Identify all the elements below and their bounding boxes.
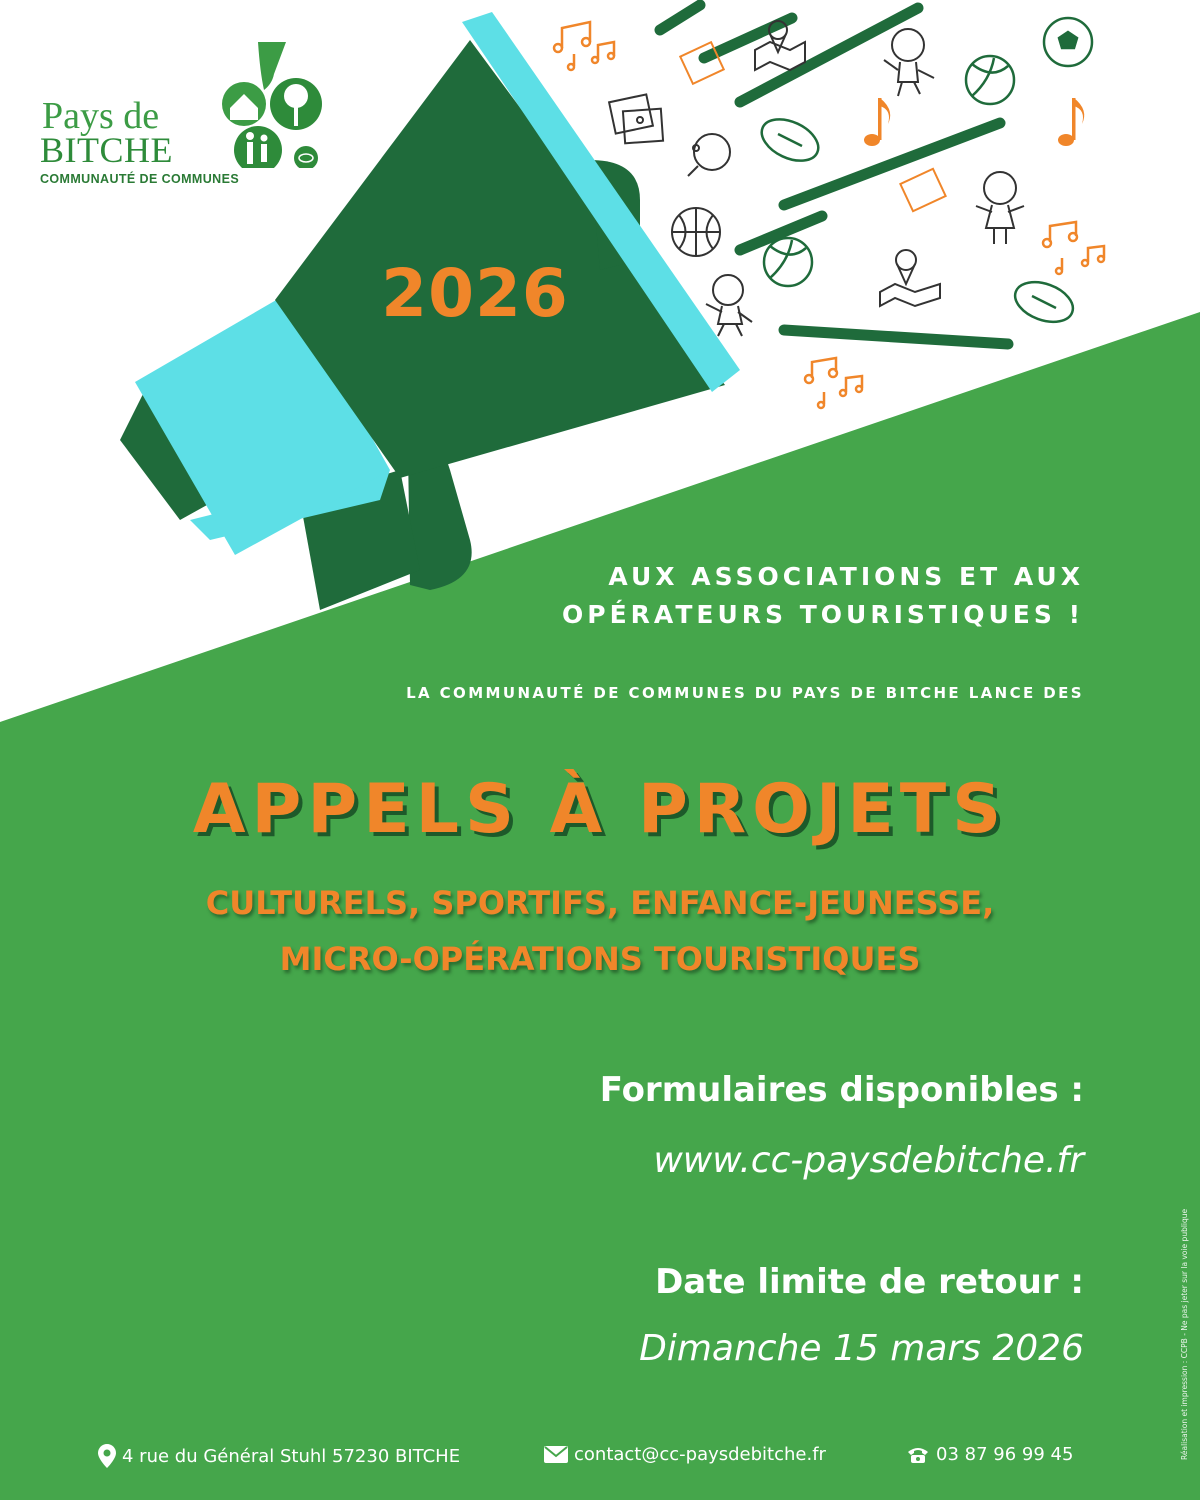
logo-text-line3: COMMUNAUTÉ DE COMMUNES bbox=[40, 172, 240, 186]
footer-phone-text[interactable]: 03 87 96 99 45 bbox=[936, 1444, 1074, 1465]
music-note-icon bbox=[805, 222, 1104, 408]
footer-email-text[interactable]: contact@cc-paysdebitche.fr bbox=[574, 1444, 826, 1465]
music-note-icon bbox=[554, 22, 614, 70]
footer-address-text: 4 rue du Général Stuhl 57230 BITCHE bbox=[122, 1445, 461, 1467]
sound-lines bbox=[660, 5, 1008, 344]
footer-address bbox=[98, 1444, 460, 1468]
categories-line1: CULTURELS, SPORTIFS, ENFANCE-JEUNESSE, bbox=[205, 884, 995, 922]
location-pin-icon bbox=[98, 1444, 116, 1468]
forms-url[interactable]: www.cc-paysdebitche.fr bbox=[653, 1140, 1084, 1181]
audience-line2: OPÉRATEURS TOURISTIQUES ! bbox=[562, 600, 1084, 629]
ping-pong-icon bbox=[688, 134, 730, 176]
side-note bbox=[1178, 1130, 1192, 1460]
logo-emblem bbox=[198, 38, 328, 168]
music-note-icon bbox=[864, 98, 1084, 146]
intro-text: LA COMMUNAUTÉ DE COMMUNES DU PAYS DE BITCHE LANCE DES bbox=[406, 684, 1084, 702]
soccer-ball-icon bbox=[1044, 18, 1092, 66]
child-icon bbox=[706, 29, 1024, 336]
categories-line2: MICRO-OPÉRATIONS TOURISTIQUES bbox=[279, 940, 921, 978]
audience-heading bbox=[562, 558, 1084, 634]
year-label: 2026 bbox=[381, 255, 569, 332]
envelope-icon bbox=[544, 1446, 568, 1463]
footer-phone[interactable] bbox=[906, 1444, 1073, 1465]
deadline-date: Dimanche 15 mars 2026 bbox=[639, 1328, 1084, 1369]
logo-text-line1: Pays de bbox=[42, 95, 160, 137]
picture-icon bbox=[609, 94, 663, 143]
deadline-label: Date limite de retour : bbox=[655, 1262, 1084, 1302]
phone-icon bbox=[906, 1446, 930, 1464]
footer-email[interactable] bbox=[544, 1444, 826, 1465]
side-note-text: Réalisation et impression : CCPB - Ne pas jeter sur la voie publique bbox=[1180, 1208, 1189, 1460]
logo-text-line2: BITCHE bbox=[40, 130, 173, 170]
logo bbox=[38, 38, 298, 198]
forms-label: Formulaires disponibles : bbox=[599, 1070, 1084, 1110]
headline: APPELS À PROJETS bbox=[192, 770, 1008, 849]
audience-line1: AUX ASSOCIATIONS ET AUX bbox=[608, 562, 1084, 591]
basketball-icon bbox=[672, 208, 720, 256]
